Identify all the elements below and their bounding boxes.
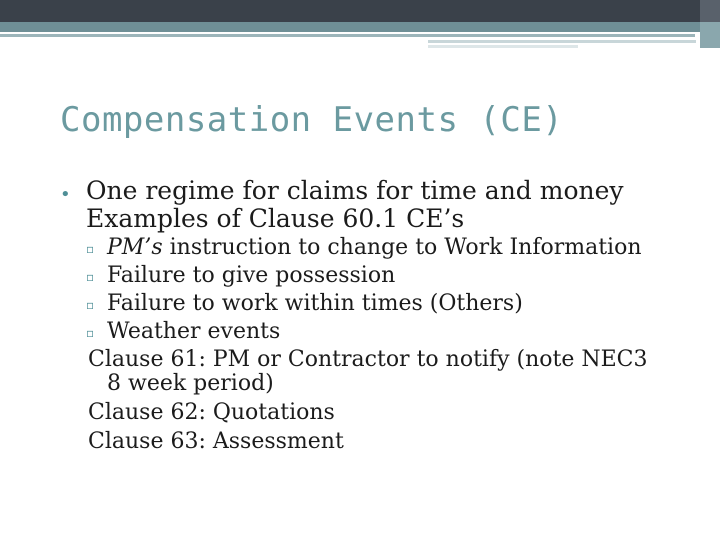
sub-marker-4: ▫ <box>86 326 95 340</box>
sub-item-1 <box>107 235 642 260</box>
clause-62: Clause 62: Quotations <box>88 400 335 425</box>
clause-61-line-1: Clause 61: PM or Contractor to notify (note NEC3 <box>88 347 648 372</box>
header-accent-line <box>428 40 696 43</box>
header-corner-block <box>700 0 720 22</box>
slide-title: Compensation Events (CE) <box>60 100 564 140</box>
clause-61-line-2: 8 week period) <box>107 371 274 396</box>
header-dark-bar <box>0 0 720 22</box>
sub-marker-1: ▫ <box>86 242 95 256</box>
sub-item-3: Failure to work within times (Others) <box>107 291 523 316</box>
header-accent-line-short <box>428 45 578 48</box>
header-teal-bar <box>0 22 720 32</box>
bullet-marker: • <box>60 184 71 205</box>
clause-63: Clause 63: Assessment <box>88 429 344 454</box>
main-line-2: Examples of Clause 60.1 CE’s <box>86 204 465 233</box>
sub-marker-3: ▫ <box>86 298 95 312</box>
sub-item-2: Failure to give possession <box>107 263 396 288</box>
sub-item-1-rest: instruction to change to Work Information <box>162 235 642 260</box>
sub-item-1-emph: PM’s <box>107 235 163 260</box>
header-teal-corner <box>700 22 720 48</box>
header-thin-line <box>0 34 695 37</box>
sub-item-4: Weather events <box>107 319 281 344</box>
sub-marker-2: ▫ <box>86 270 95 284</box>
main-line-1: One regime for claims for time and money <box>86 176 624 205</box>
